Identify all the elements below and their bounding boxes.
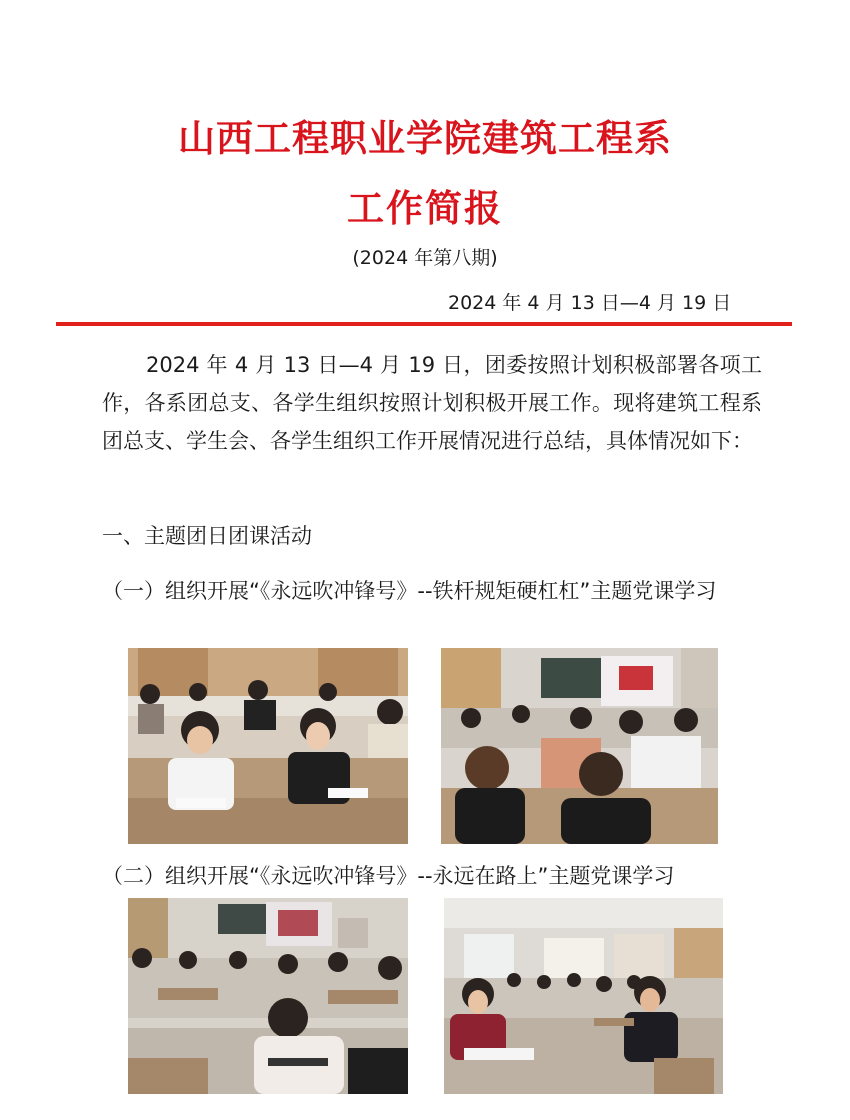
document-title: 山西工程职业学院建筑工程系 [178,117,672,160]
intro-paragraph: 2024 年 4 月 13 日—4 月 19 日，团委按照计划积极部署各项工作，各系团总支、各学生组织按照计划积极开展工作。现将建筑工程系团总支、学生会、各学生组织工作开展情况进行总结，具体情况如下： [102,353,762,453]
header-divider [56,322,792,326]
photo-party-lecture-2a [128,898,408,1094]
date-range: 2024 年 4 月 13 日—4 月 19 日 [448,292,732,314]
photo-party-lecture-1b [441,648,718,844]
issue-number: (2024 年第八期) [352,247,498,269]
section-heading: 一、主题团日团课活动 [102,524,312,548]
photo-party-lecture-2b [444,898,723,1094]
document-subtitle: 工作简报 [347,187,503,230]
photo-party-lecture-1a [128,648,408,844]
subsection-heading-2: （二）组织开展“《永远吹冲锋号》--永远在路上”主题党课学习 [102,864,675,888]
subsection-heading-1: （一）组织开展“《永远吹冲锋号》--铁杆规矩硬杠杠”主题党课学习 [102,579,717,603]
